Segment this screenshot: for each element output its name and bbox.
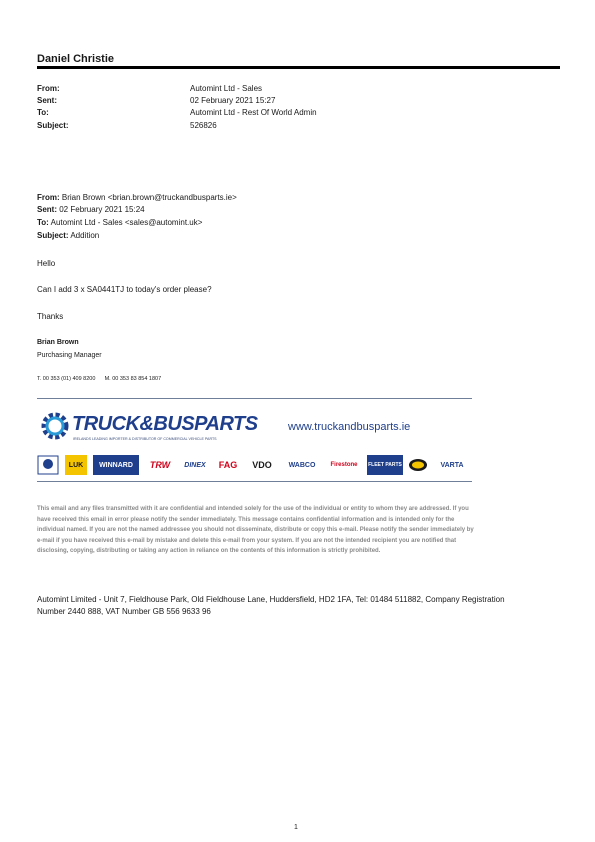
subject-label: Subject:: [37, 121, 69, 130]
forwarded-subject-label: Subject:: [37, 231, 69, 240]
company-logo-text: TRUCK&BUSPARTS: [72, 413, 258, 435]
brand-trw: TRW: [149, 460, 171, 470]
signature-rule-bottom: [37, 481, 472, 482]
forwarded-subject: [37, 231, 99, 240]
signature-phones: [37, 376, 161, 382]
gear-logo-icon: [39, 410, 71, 442]
company-footer: Automint Limited - Unit 7, Fieldhouse Park, Old Fieldhouse Lane, Huddersfield, HD2 1FA, Tel: 01484 511882, Company Registration Number 2440 888, VAT Number GB 556 9633 96: [37, 595, 505, 616]
to-value: Automint Ltd - Rest Of World Admin: [190, 108, 317, 117]
from-label: From:: [37, 84, 60, 93]
brand-firestone: Firestone: [330, 462, 358, 468]
brand-varta: VARTA: [440, 461, 464, 469]
forwarded-subject-value: Addition: [70, 231, 100, 240]
brand-oval-icon: [408, 457, 428, 473]
company-logo-tagline: IRELANDS LEADING IMPORTER & DISTRIBUTOR OF COMMERCIAL VEHICLE PARTS: [73, 437, 217, 441]
company-website[interactable]: www.truckandbusparts.ie: [288, 421, 411, 433]
forwarded-sent: [37, 205, 145, 214]
forwarded-from-label: From:: [37, 193, 60, 202]
sent-label: Sent:: [37, 96, 57, 105]
forwarded-from: [37, 193, 237, 202]
brand-dinex: DINEX: [184, 461, 206, 469]
brand-vdo: VDO: [252, 460, 272, 470]
signature-title: Purchasing Manager: [37, 352, 102, 359]
forwarded-to: [37, 218, 202, 227]
from-value: Automint Ltd - Sales: [190, 84, 263, 93]
signature-rule-top: [37, 398, 472, 399]
document-owner-name: Daniel Christie: [37, 53, 115, 65]
signature-phone: T. 00 353 (01) 409 8200: [37, 376, 96, 382]
message-text: Can I add 3 x SA0441TJ to today's order please?: [37, 285, 212, 294]
brand-logo-strip: [37, 455, 472, 475]
forwarded-from-value[interactable]: Brian Brown <brian.brown@truckandbusparts.ie>: [61, 193, 237, 202]
greeting-text: Hello: [37, 259, 56, 268]
sent-value: 02 February 2021 15:27: [190, 96, 276, 105]
signature-mobile: M. 00 353 83 854 1807: [104, 376, 162, 382]
header-rule: [37, 66, 560, 69]
legal-disclaimer: This email and any files transmitted with it are confidential and intended solely for the use of the individual or entity to whom they are addressed. If you have received this email in error please notify the sender immediately. This message contains confidential information and is intended only for the individual named. If you are not the named addressee you should not disseminate, distribute or copy this e-mail. Please notify the sender immediately by e-mail if you have received this e-mail by mistake and delete this e-mail from your system. If you are not the intended recipient you are notified that disclosing, copying, distributing or taking any action in reliance on the contents of this information is strictly prohibited.: [37, 506, 474, 554]
forwarded-sent-value: 02 February 2021 15:24: [59, 205, 145, 214]
closing-text: Thanks: [37, 312, 64, 321]
brand-luk: LUK: [65, 455, 87, 475]
forwarded-to-value[interactable]: Automint Ltd - Sales <sales@automint.uk>: [50, 218, 203, 227]
page-number: 1: [294, 824, 298, 831]
subject-value: 526826: [190, 121, 217, 130]
signature-name: Brian Brown: [37, 339, 79, 346]
brand-fleet-parts: FLEET PARTS: [367, 455, 403, 475]
to-label: To:: [37, 108, 49, 117]
forwarded-sent-label: Sent:: [37, 205, 57, 214]
brand-winnard: WINNARD: [93, 455, 139, 475]
forwarded-to-label: To:: [37, 218, 49, 227]
brand-wabco: WABCO: [288, 461, 316, 469]
brand-fag: FAG: [218, 460, 238, 470]
brand-emblem-icon: [37, 455, 59, 475]
